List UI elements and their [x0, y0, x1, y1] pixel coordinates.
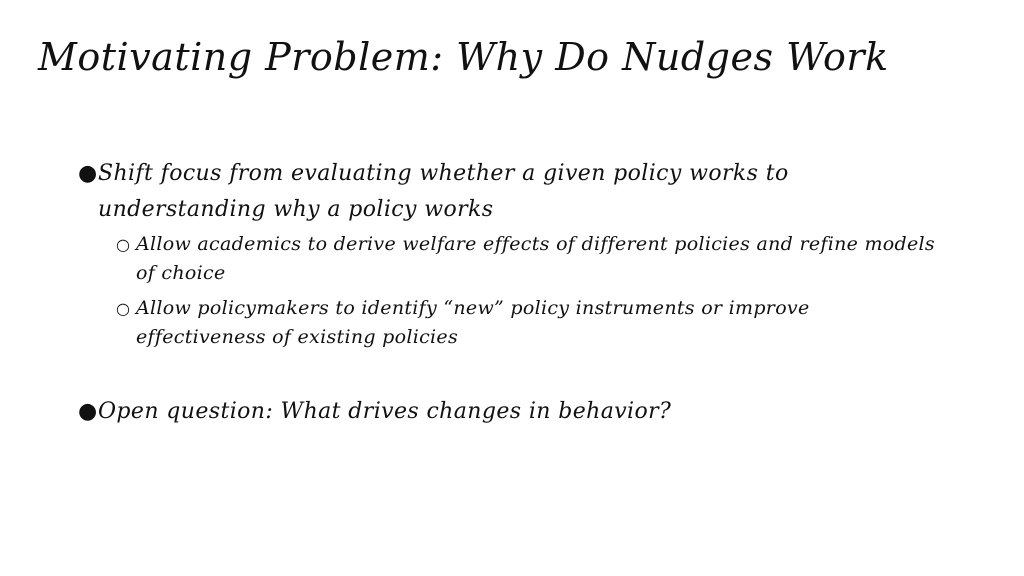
sub-bullet-item [116, 294, 938, 352]
bullet-list [78, 156, 938, 430]
bullet-item [78, 394, 938, 430]
sub-bullet-item [116, 230, 938, 288]
sub-bullet-marker-icon: ○ [116, 235, 131, 254]
spacer [78, 358, 938, 394]
bullet-text: Open question: What drives changes in behavior? [98, 399, 672, 424]
sub-bullet-list [98, 230, 938, 352]
bullet-marker-icon: ● [78, 399, 98, 424]
sub-bullet-text: Allow academics to derive welfare effects of different policies and refine models of choice [136, 233, 935, 284]
sub-bullet-text: Allow policymakers to identify “new” policy instruments or improve effectiveness of existing policies [136, 297, 810, 348]
bullet-item [78, 156, 938, 352]
slide-title: Motivating Problem: Why Do Nudges Work [38, 35, 889, 79]
bullet-text: Shift focus from evaluating whether a given policy works to understanding why a policy works [98, 161, 789, 222]
sub-bullet-marker-icon: ○ [116, 299, 131, 318]
bullet-marker-icon: ● [78, 161, 98, 186]
